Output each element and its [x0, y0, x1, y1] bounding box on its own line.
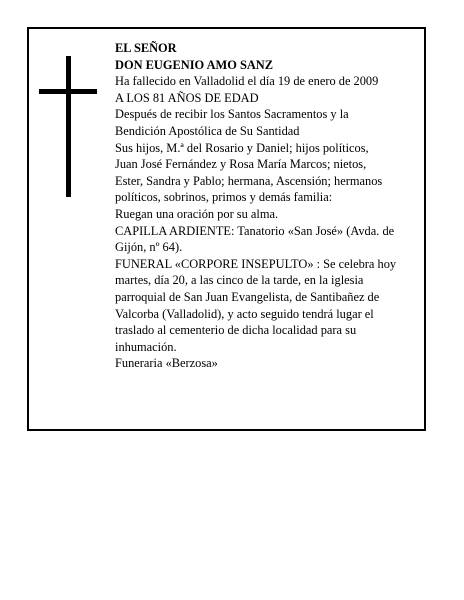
- death-announcement: Ha fallecido en Valladolid el día 19 de enero de 2009: [115, 74, 379, 89]
- sacraments-line-2: Bendición Apostólica de Su Santidad: [115, 123, 300, 138]
- age-line: A LOS 81 AÑOS DE EDAD: [115, 90, 259, 105]
- funeral-home: Funeraria «Berzosa»: [115, 356, 218, 371]
- latin-cross-icon: [39, 56, 97, 197]
- family-line-3: Ester, Sandra y Pablo; hermana, Ascensión; hermanos: [115, 173, 383, 188]
- family-line-1: Sus hijos, M.ª del Rosario y Daniel; hijos políticos,: [115, 140, 369, 155]
- deceased-name: DON EUGENIO AMO SANZ: [115, 57, 273, 72]
- funeral-line-4: Valcorba (Valladolid), y acto seguido tendrá lugar el: [115, 306, 374, 321]
- funeral-line-3: parroquial de San Juan Evangelista, de Santibañez de: [115, 289, 380, 304]
- funeral-line-6: inhumación.: [115, 339, 177, 354]
- funeral-line-5: traslado al cementerio de dicha localidad para su: [115, 323, 357, 338]
- cross-horizontal-bar: [39, 89, 97, 94]
- family-line-4: políticos, sobrinos, primos y demás familia:: [115, 190, 333, 205]
- sacraments-line-1: Después de recibir los Santos Sacramentos y la: [115, 107, 349, 122]
- chapel-line-1: CAPILLA ARDIENTE: Tanatorio «San José» (Avda. de: [115, 223, 395, 238]
- notice-title: EL SEÑOR: [115, 41, 177, 55]
- funeral-line-2: martes, día 20, a las cinco de la tarde, en la iglesia: [115, 273, 364, 288]
- obituary-notice: [27, 27, 426, 431]
- prayer-request: Ruegan una oración por su alma.: [115, 206, 279, 221]
- notice-text: [115, 40, 425, 372]
- family-line-2: Juan José Fernández y Rosa María Marcos; nietos,: [115, 157, 367, 172]
- cross-vertical-bar: [66, 56, 71, 197]
- chapel-line-2: Gijón, nº 64).: [115, 240, 183, 255]
- funeral-line-1: FUNERAL «CORPORE INSEPULTO» : Se celebra hoy: [115, 256, 397, 271]
